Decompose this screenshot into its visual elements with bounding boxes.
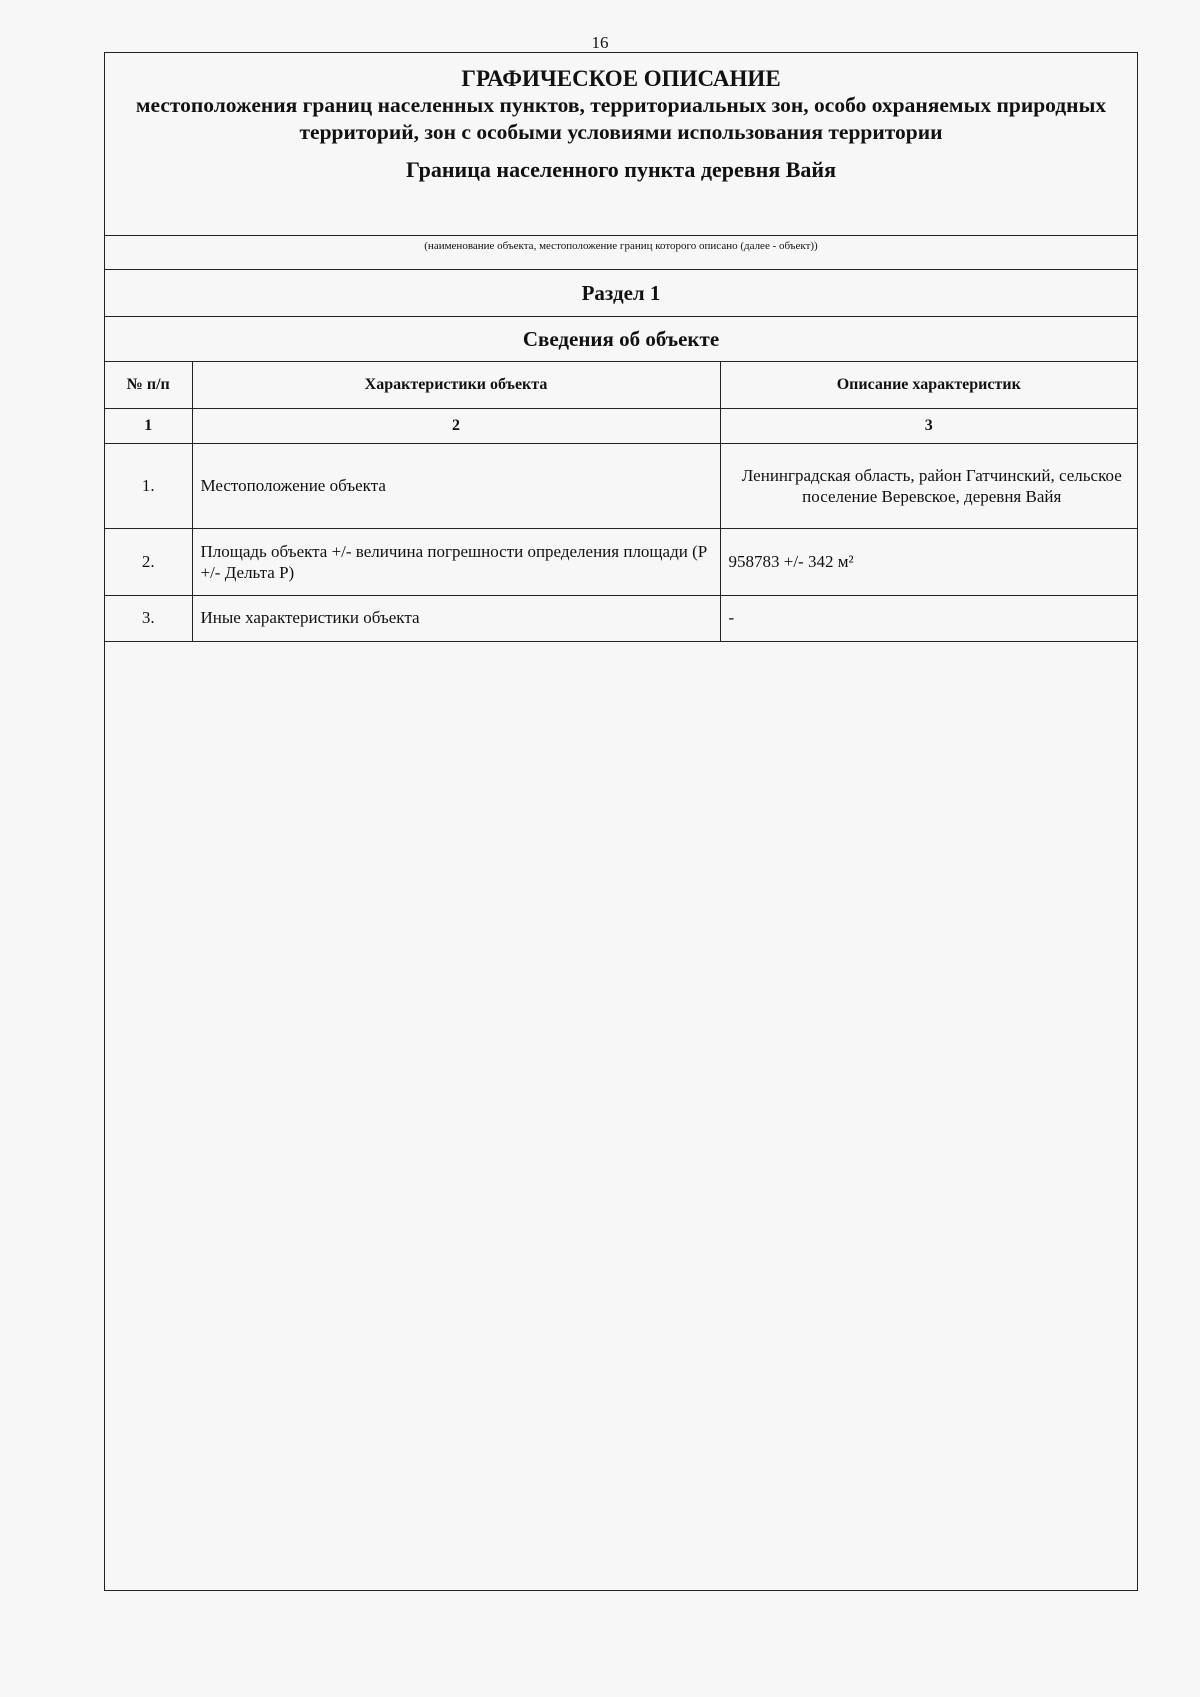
document-title: ГРАФИЧЕСКОЕ ОПИСАНИЕ <box>461 66 781 91</box>
section-title: Раздел 1 <box>105 270 1137 317</box>
object-name: Граница населенного пункта деревня Вайя <box>406 157 836 182</box>
header-characteristic: Характеристики объекта <box>192 362 720 408</box>
column-number: 3 <box>720 408 1137 443</box>
row-description: 958783 +/- 342 м² <box>720 528 1137 595</box>
row-description: - <box>720 595 1137 641</box>
table-row <box>105 443 1137 528</box>
row-characteristic: Местоположение объекта <box>192 443 720 528</box>
column-number-row <box>105 408 1137 443</box>
document-frame <box>104 52 1138 1591</box>
header-num: № п/п <box>105 362 192 408</box>
page-number: 16 <box>591 33 609 52</box>
object-info-table <box>105 362 1137 642</box>
document-header <box>105 53 1137 236</box>
object-caption: (наименование объекта, местоположение границ которого описано (далее - объект)) <box>105 236 1137 270</box>
header-description: Описание характеристик <box>720 362 1137 408</box>
table-row <box>105 595 1137 641</box>
column-number: 2 <box>192 408 720 443</box>
row-num: 3. <box>105 595 192 641</box>
row-num: 1. <box>105 443 192 528</box>
row-description: Ленинградская область, район Гатчинский, сельское поселение Веревское, деревня Вайя <box>720 443 1137 528</box>
table-row <box>105 528 1137 595</box>
table-header-row <box>105 362 1137 408</box>
document-subtitle: местоположения границ населенных пунктов, территориальных зон, особо охраняемых природных территорий, зон с особыми условиями использования территории <box>135 93 1107 144</box>
row-num: 2. <box>105 528 192 595</box>
info-title: Сведения об объекте <box>105 317 1137 362</box>
column-number: 1 <box>105 408 192 443</box>
row-characteristic: Иные характеристики объекта <box>192 595 720 641</box>
row-characteristic: Площадь объекта +/- величина погрешности определения площади (Р +/- Дельта Р) <box>192 528 720 595</box>
